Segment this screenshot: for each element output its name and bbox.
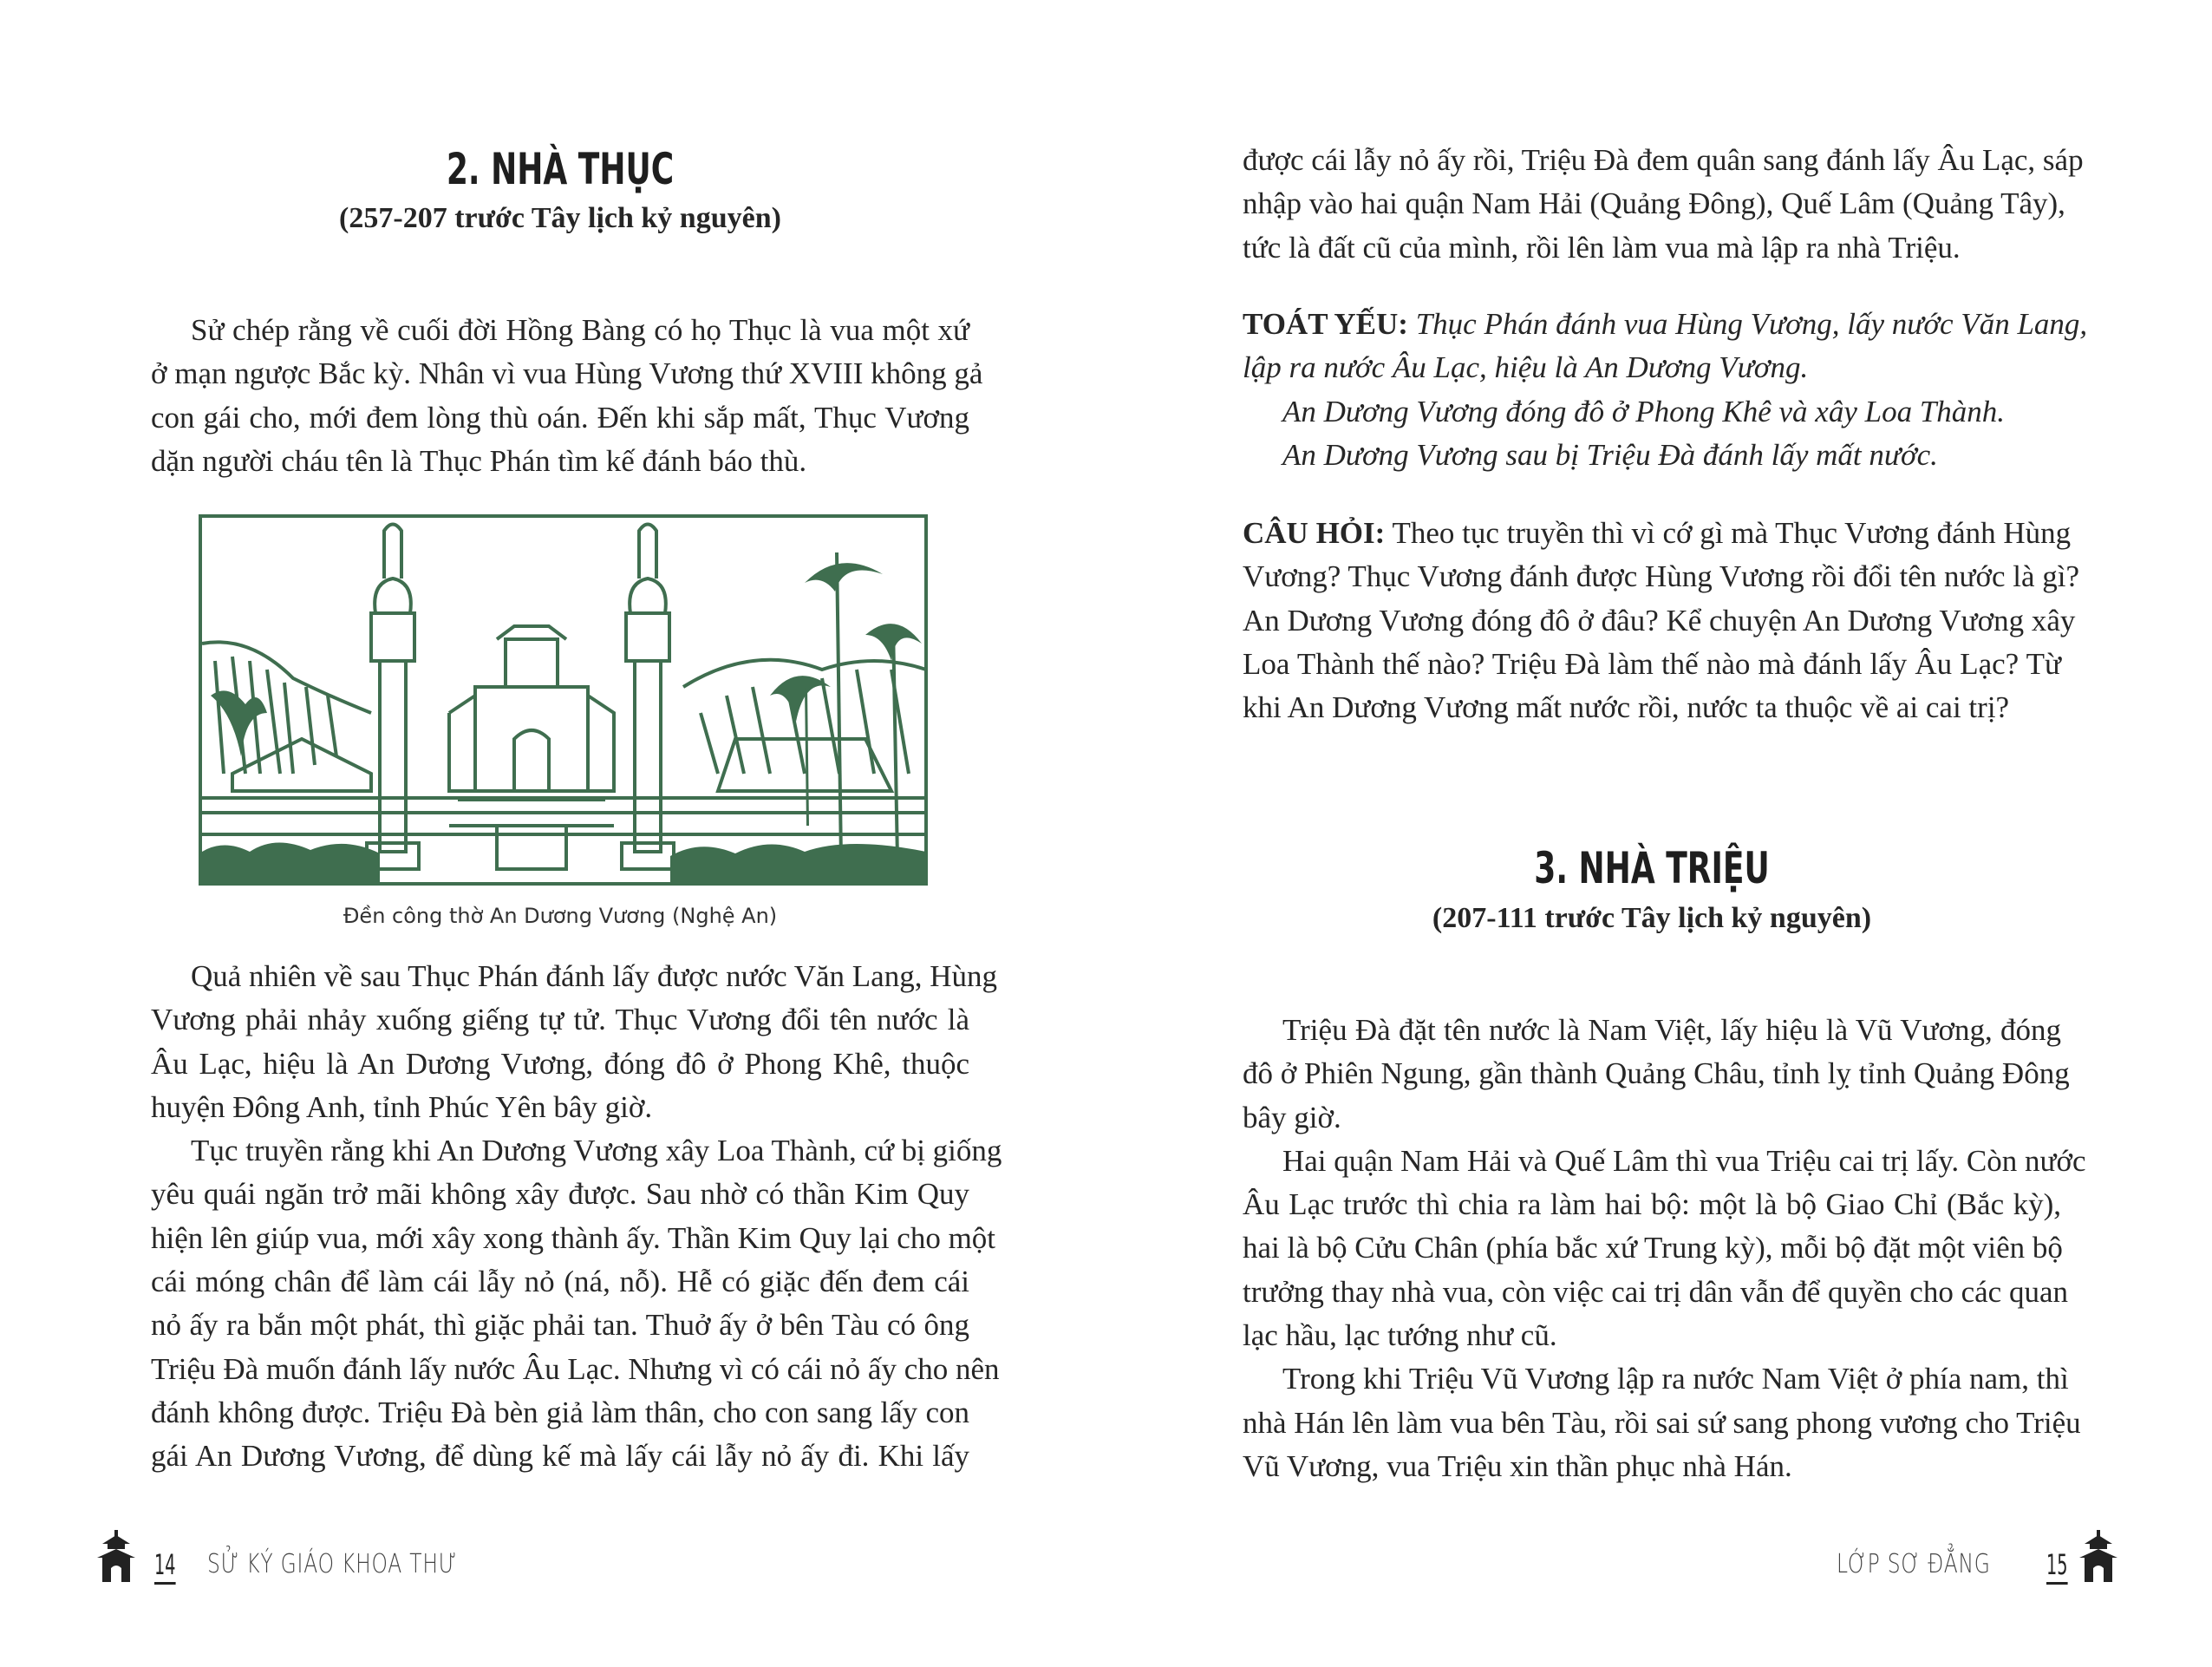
text-line: nhà Hán lên làm vua bên Tàu, rồi sai sứ sang phong vương cho Triệu	[1243, 1405, 2081, 1440]
figure-caption: Đền công thờ An Dương Vương (Nghệ An)	[343, 904, 778, 928]
text-line: Hai quận Nam Hải và Quế Lâm thì vua Triệu cai trị lấy. Còn nước	[1282, 1143, 2086, 1178]
paragraph	[151, 1129, 1002, 1478]
paragraph-group	[1243, 1009, 2086, 1488]
paragraph	[151, 955, 997, 1129]
text-line: Vương phải nhảy xuống giếng tự tử. Thục Vương đổi tên nước là	[151, 1003, 969, 1037]
chapter-title: 3. NHÀ TRIỆU	[1534, 843, 1770, 893]
text-line: Triệu Đà đặt tên nước là Nam Việt, lấy hiệu là Vũ Vương, đóng	[1282, 1013, 2061, 1047]
text-line: ở mạn ngược Bắc kỳ. Nhân vì vua Hùng Vương thứ XVIII không gả	[151, 356, 983, 391]
text-line: hai là bộ Cửu Chân (phía bắc xứ Trung kỳ), mỗi bộ đặt một viên bộ	[1243, 1231, 2063, 1265]
text-line: dặn người cháu tên là Thục Phán tìm kế đánh báo thù.	[151, 443, 807, 478]
text-line: con gái cho, mới đem lòng thù oán. Đến khi sắp mất, Thục Vương	[151, 400, 969, 435]
question-text: Theo tục truyền thì vì cớ gì mà Thục Vương đánh Hùng	[1392, 516, 2072, 550]
pagoda-logo-icon	[90, 1528, 142, 1584]
questions-section	[1243, 512, 2080, 729]
text-line: Sử chép rằng về cuối đời Hồng Bàng có họ Thục là vua một xứ	[191, 313, 969, 347]
text-line: trưởng thay nhà vua, còn việc cai trị dân vẫn để quyền cho các quan	[1243, 1274, 2068, 1309]
summary-line	[1243, 303, 2088, 346]
summary-line: An Dương Vương đóng đô ở Phong Khê và xây Loa Thành.	[1282, 394, 2006, 428]
paragraph-group	[151, 955, 1002, 1479]
summary-label: TOÁT YẾU:	[1243, 307, 1408, 341]
running-title: SỬ KÝ GIÁO KHOA THƯ	[207, 1549, 458, 1579]
summary-line: An Dương Vương sau bị Triệu Đà đánh lấy mất nước.	[1282, 437, 1938, 472]
text-line: Vũ Vương, vua Triệu xin thần phục nhà Hán.	[1243, 1448, 1792, 1483]
paragraph	[1243, 1357, 2081, 1488]
temple-gate-illustration	[198, 513, 929, 886]
questions-label: CÂU HỎI:	[1243, 516, 1386, 550]
text-line: Âu Lạc, hiệu là An Dương Vương, đóng đô ở Phong Khê, thuộc	[151, 1046, 969, 1081]
text-line: Âu Lạc trước thì chia ra làm hai bộ: một là bộ Giao Chỉ (Bắc kỳ),	[1243, 1187, 2061, 1222]
page-number: 15	[2046, 1547, 2067, 1585]
text-line: khi An Dương Vương mất nước rồi, nước ta thuộc về ai cai trị?	[1243, 690, 2010, 725]
text-line: hiện lên giúp vua, mới xây xong thành ấy. Thần Kim Quy lại cho một	[151, 1220, 996, 1255]
text-line: đánh không được. Triệu Đà bèn giả làm thân, cho con sang lấy con	[151, 1395, 969, 1429]
question-lines	[1243, 555, 2080, 729]
text-line: Quả nhiên về sau Thục Phán đánh lấy được nước Văn Lang, Hùng	[191, 959, 997, 993]
text-line: Vương? Thục Vương đánh được Hùng Vương rồi đổi tên nước là gì?	[1243, 559, 2080, 594]
text-line: Tục truyền rằng khi An Dương Vương xây Loa Thành, cứ bị giống	[191, 1134, 1002, 1168]
text-line: tức là đất cũ của mình, rồi lên làm vua mà lập ra nhà Triệu.	[1243, 230, 1961, 265]
text-line: nhập vào hai quận Nam Hải (Quảng Đông), Quế Lâm (Quảng Tây),	[1243, 186, 2065, 221]
text-line: cái móng chân để làm cái lẫy nỏ (ná, nỗ). Hễ có giặc đến đem cái	[151, 1265, 969, 1299]
page-number: 14	[154, 1547, 175, 1585]
paragraph	[1243, 1009, 2070, 1140]
chapter-subtitle: (257-207 trước Tây lịch kỷ nguyên)	[339, 202, 781, 234]
text-line: bây giờ.	[1243, 1100, 1341, 1134]
paragraph	[151, 309, 983, 483]
text-line: được cái lẫy nỏ ấy rồi, Triệu Đà đem quân sang đánh lấy Âu Lạc, sáp	[1243, 143, 2084, 177]
running-title: LỚP SƠ ĐẲNG	[1837, 1549, 1991, 1579]
text-line: Trong khi Triệu Vũ Vương lập ra nước Nam Việt ở phía nam, thì	[1282, 1362, 2069, 1396]
summary-line: lập ra nước Âu Lạc, hiệu là An Dương Vương.	[1243, 350, 1809, 385]
text-line: lạc hầu, lạc tướng như cũ.	[1243, 1318, 1557, 1353]
summary-text: Thục Phán đánh vua Hùng Vương, lấy nước Văn Lang,	[1415, 307, 2088, 341]
summary-section	[1243, 303, 2088, 477]
paragraph-continuation	[1243, 139, 2084, 270]
text-line: yêu quái ngăn trở mãi không xây được. Sau nhờ có thần Kim Quy	[151, 1177, 969, 1212]
chapter-title: 2. NHÀ THỤC	[446, 144, 675, 194]
text-line: đô ở Phiên Ngung, gần thành Quảng Châu, tỉnh lỵ tỉnh Quảng Đông	[1243, 1056, 2070, 1091]
text-line: An Dương Vương đóng đô ở đâu? Kể chuyện An Dương Vương xây	[1243, 603, 2076, 637]
text-line: huyện Đông Anh, tỉnh Phúc Yên bây giờ.	[151, 1089, 653, 1124]
text-line: gái An Dương Vương, để dùng kế mà lấy cái lẫy nỏ ấy đi. Khi lấy	[151, 1439, 969, 1474]
paragraph	[1243, 1140, 2086, 1357]
chapter-subtitle: (207-111 trước Tây lịch kỷ nguyên)	[1432, 902, 1872, 934]
pagoda-logo-icon	[2072, 1528, 2124, 1584]
question-line	[1243, 512, 2072, 555]
text-line: Triệu Đà muốn đánh lấy nước Âu Lạc. Nhưng vì có cái nỏ ấy cho nên	[151, 1351, 1000, 1386]
text-line: Loa Thành thế nào? Triệu Đà làm thế nào mà đánh lấy Âu Lạc? Từ	[1243, 646, 2061, 681]
text-line: nỏ ấy ra bắn một phát, thì giặc phải tan. Thuở ấy ở bên Tàu có ông	[151, 1308, 969, 1343]
